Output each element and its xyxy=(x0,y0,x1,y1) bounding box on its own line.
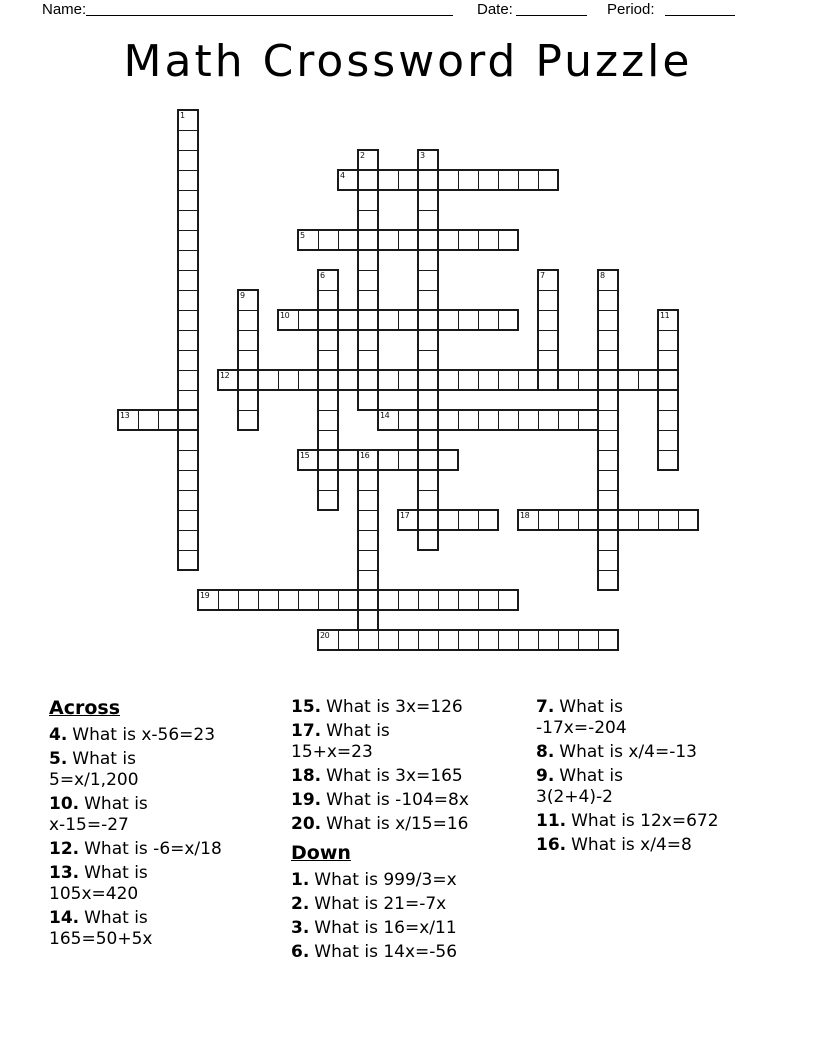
entry-5-across xyxy=(297,229,519,251)
cell-separator xyxy=(618,371,619,389)
cell-separator xyxy=(179,130,197,131)
cell-separator xyxy=(179,550,197,551)
cell-separator xyxy=(458,411,459,429)
cell-separator xyxy=(498,231,499,249)
cell-separator xyxy=(378,311,379,329)
cell-separator xyxy=(318,371,319,389)
cell-separator xyxy=(438,311,439,329)
cell-separator xyxy=(359,350,377,351)
cell-number-1: 1 xyxy=(180,111,185,120)
clue-across-15 xyxy=(291,697,533,718)
clue-number: 12. xyxy=(49,839,80,859)
entry-18-across xyxy=(517,509,699,531)
cell-separator xyxy=(418,231,419,249)
clue-text: What is -104=8x xyxy=(326,790,469,810)
cell-separator xyxy=(558,371,559,389)
cell-separator xyxy=(538,171,539,189)
cell-separator xyxy=(419,290,437,291)
cell-separator xyxy=(599,350,617,351)
cell-separator xyxy=(599,550,617,551)
cell-separator xyxy=(538,411,539,429)
cell-number-12: 12 xyxy=(220,371,230,380)
clue-text: 105x=420 xyxy=(49,884,139,904)
clue-number: 4. xyxy=(49,725,68,745)
cell-separator xyxy=(239,330,257,331)
cell-separator xyxy=(419,490,437,491)
clue-number: 5. xyxy=(49,749,68,769)
entry-3-down xyxy=(417,149,439,551)
cell-separator xyxy=(298,371,299,389)
cell-separator xyxy=(398,171,399,189)
cell-separator xyxy=(578,511,579,529)
cell-separator xyxy=(599,430,617,431)
cell-separator xyxy=(438,411,439,429)
cell-separator xyxy=(458,171,459,189)
cell-separator xyxy=(599,310,617,311)
cell-number-19: 19 xyxy=(200,591,210,600)
cell-separator xyxy=(179,330,197,331)
cell-separator xyxy=(359,550,377,551)
cell-separator xyxy=(418,371,419,389)
clue-text: 15+x=23 xyxy=(291,742,373,762)
clue-across-18 xyxy=(291,766,533,787)
clue-number: 6. xyxy=(291,942,310,962)
cell-separator xyxy=(358,631,359,649)
cell-separator xyxy=(278,371,279,389)
entry-17-across xyxy=(397,509,499,531)
cell-separator xyxy=(278,591,279,609)
cell-number-4: 4 xyxy=(340,171,345,180)
clue-number: 16. xyxy=(536,835,567,855)
cell-separator xyxy=(398,451,399,469)
down-header: Down xyxy=(291,842,351,864)
clue-text: What is 16=x/11 xyxy=(314,918,457,938)
date-blank-line xyxy=(516,15,587,16)
cell-separator xyxy=(179,530,197,531)
cell-separator xyxy=(498,171,499,189)
cell-separator xyxy=(478,631,479,649)
cell-separator xyxy=(498,371,499,389)
entry-8-down xyxy=(597,269,619,591)
cell-separator xyxy=(179,170,197,171)
clue-across-4 xyxy=(49,725,287,746)
cell-separator xyxy=(478,171,479,189)
cell-separator xyxy=(359,530,377,531)
clue-across-17 xyxy=(291,721,533,763)
clue-number: 7. xyxy=(536,697,555,717)
cell-separator xyxy=(338,591,339,609)
cell-separator xyxy=(438,591,439,609)
cell-separator xyxy=(419,350,437,351)
cell-separator xyxy=(318,231,319,249)
cell-separator xyxy=(179,310,197,311)
cell-separator xyxy=(158,411,159,429)
cell-separator xyxy=(179,190,197,191)
clue-across-14 xyxy=(49,908,287,950)
entry-20-across xyxy=(317,629,619,651)
clue-down-1 xyxy=(291,870,533,891)
cell-separator xyxy=(398,591,399,609)
cell-separator xyxy=(539,330,557,331)
cell-separator xyxy=(359,270,377,271)
cell-separator xyxy=(398,631,399,649)
clue-down-11 xyxy=(536,811,794,832)
clue-text: What is x/4=-13 xyxy=(559,742,697,762)
cell-separator xyxy=(418,631,419,649)
cell-separator xyxy=(538,371,539,389)
clue-number: 13. xyxy=(49,863,80,883)
cell-separator xyxy=(418,451,419,469)
cell-separator xyxy=(659,430,677,431)
cell-number-6: 6 xyxy=(320,271,325,280)
cell-number-7: 7 xyxy=(540,271,545,280)
clue-number: 14. xyxy=(49,908,80,928)
cell-number-20: 20 xyxy=(320,631,330,640)
cell-separator xyxy=(179,150,197,151)
entry-10-across xyxy=(277,309,519,331)
cell-separator xyxy=(179,370,197,371)
cell-separator xyxy=(658,511,659,529)
clue-across-13 xyxy=(49,863,287,905)
cell-separator xyxy=(179,490,197,491)
clue-number: 17. xyxy=(291,721,322,741)
clue-number: 8. xyxy=(536,742,555,762)
cell-separator xyxy=(598,631,599,649)
cell-separator xyxy=(538,631,539,649)
clue-text: What is xyxy=(84,908,148,928)
cell-separator xyxy=(418,411,419,429)
clue-text: What is x-56=23 xyxy=(72,725,216,745)
cell-separator xyxy=(599,490,617,491)
cell-separator xyxy=(319,350,337,351)
cell-separator xyxy=(358,231,359,249)
cell-separator xyxy=(418,311,419,329)
cell-separator xyxy=(518,371,519,389)
cell-separator xyxy=(438,451,439,469)
cell-separator xyxy=(319,430,337,431)
clue-down-3 xyxy=(291,918,533,939)
clue-number: 20. xyxy=(291,814,322,834)
cell-separator xyxy=(359,570,377,571)
cell-separator xyxy=(179,290,197,291)
cell-number-10: 10 xyxy=(280,311,290,320)
cell-separator xyxy=(298,311,299,329)
cell-separator xyxy=(179,230,197,231)
cell-separator xyxy=(498,631,499,649)
cell-separator xyxy=(658,371,659,389)
cell-separator xyxy=(359,490,377,491)
cell-separator xyxy=(539,310,557,311)
clue-across-12 xyxy=(49,839,287,860)
entry-1-down xyxy=(177,109,199,571)
clue-text: What is 21=-7x xyxy=(314,894,447,914)
clue-across-19 xyxy=(291,790,533,811)
clue-text: 165=50+5x xyxy=(49,929,153,949)
clue-text: What is xyxy=(559,766,623,786)
cell-separator xyxy=(498,411,499,429)
cell-separator xyxy=(378,371,379,389)
cell-separator xyxy=(478,311,479,329)
cell-separator xyxy=(538,511,539,529)
cell-number-14: 14 xyxy=(380,411,390,420)
cell-separator xyxy=(359,470,377,471)
clue-text: What is 12x=672 xyxy=(571,811,719,831)
clue-down-8 xyxy=(536,742,794,763)
cell-number-3: 3 xyxy=(420,151,425,160)
clue-number: 18. xyxy=(291,766,322,786)
entry-13-across xyxy=(117,409,199,431)
cell-separator xyxy=(598,511,599,529)
clue-number: 15. xyxy=(291,697,322,717)
entry-4-across xyxy=(337,169,559,191)
entry-14-across xyxy=(377,409,599,431)
cell-separator xyxy=(258,371,259,389)
clue-number: 10. xyxy=(49,794,80,814)
cell-separator xyxy=(599,570,617,571)
cell-separator xyxy=(418,591,419,609)
cell-separator xyxy=(498,311,499,329)
cell-separator xyxy=(359,210,377,211)
clue-text: x-15=-27 xyxy=(49,815,129,835)
cell-separator xyxy=(319,490,337,491)
cell-number-18: 18 xyxy=(520,511,530,520)
clue-text: What is -6=x/18 xyxy=(84,839,222,859)
entry-12-across xyxy=(217,369,679,391)
cell-separator xyxy=(239,410,257,411)
cell-separator xyxy=(458,511,459,529)
clue-text: What is 14x=-56 xyxy=(314,942,458,962)
clue-text: 3(2+4)-2 xyxy=(536,787,613,807)
clue-text: What is 3x=165 xyxy=(326,766,463,786)
cell-separator xyxy=(599,410,617,411)
name-label: Name: xyxy=(42,1,87,18)
cell-separator xyxy=(498,591,499,609)
period-label: Period: xyxy=(607,1,655,18)
cell-separator xyxy=(458,311,459,329)
clue-text: What is x/15=16 xyxy=(326,814,469,834)
cell-separator xyxy=(318,311,319,329)
clue-down-9 xyxy=(536,766,794,808)
clue-text: 5=x/1,200 xyxy=(49,770,139,790)
clue-across-10 xyxy=(49,794,287,836)
clue-column-1 xyxy=(49,697,287,953)
cell-separator xyxy=(238,371,239,389)
cell-separator xyxy=(438,171,439,189)
cell-separator xyxy=(179,470,197,471)
cell-separator xyxy=(179,270,197,271)
clue-text: What is 999/3=x xyxy=(314,870,457,890)
cell-separator xyxy=(438,511,439,529)
cell-separator xyxy=(179,350,197,351)
clue-text: What is xyxy=(84,863,148,883)
cell-separator xyxy=(378,171,379,189)
cell-separator xyxy=(518,631,519,649)
cell-separator xyxy=(338,371,339,389)
cell-number-5: 5 xyxy=(300,231,305,240)
cell-separator xyxy=(378,631,379,649)
cell-separator xyxy=(358,311,359,329)
cell-separator xyxy=(359,510,377,511)
cell-separator xyxy=(518,411,519,429)
cell-separator xyxy=(398,231,399,249)
cell-separator xyxy=(359,290,377,291)
cell-separator xyxy=(438,231,439,249)
cell-separator xyxy=(599,450,617,451)
cell-separator xyxy=(179,450,197,451)
cell-separator xyxy=(358,171,359,189)
clue-down-7 xyxy=(536,697,794,739)
cell-separator xyxy=(539,290,557,291)
clue-text: What is xyxy=(72,749,136,769)
clue-across-5 xyxy=(49,749,287,791)
cell-separator xyxy=(438,371,439,389)
cell-separator xyxy=(458,231,459,249)
cell-separator xyxy=(138,411,139,429)
clue-text: What is xyxy=(559,697,623,717)
cell-separator xyxy=(478,511,479,529)
cell-separator xyxy=(478,411,479,429)
cell-number-9: 9 xyxy=(240,291,245,300)
cell-separator xyxy=(418,511,419,529)
cell-separator xyxy=(558,511,559,529)
cell-number-2: 2 xyxy=(360,151,365,160)
cell-separator xyxy=(599,330,617,331)
entry-9-down xyxy=(237,289,259,431)
cell-separator xyxy=(478,371,479,389)
cell-separator xyxy=(218,591,219,609)
crossword-grid xyxy=(118,110,699,651)
cell-separator xyxy=(438,631,439,649)
cell-number-15: 15 xyxy=(300,451,310,460)
cell-separator xyxy=(659,450,677,451)
cell-separator xyxy=(338,311,339,329)
cell-separator xyxy=(378,231,379,249)
cell-separator xyxy=(239,310,257,311)
cell-separator xyxy=(398,411,399,429)
clue-number: 2. xyxy=(291,894,310,914)
cell-separator xyxy=(338,451,339,469)
clue-text: What is x/4=8 xyxy=(571,835,692,855)
entry-19-across xyxy=(197,589,519,611)
cell-separator xyxy=(319,410,337,411)
clue-across-20 xyxy=(291,814,533,835)
cell-separator xyxy=(638,511,639,529)
cell-number-17: 17 xyxy=(400,511,410,520)
cell-separator xyxy=(518,171,519,189)
clue-number: 1. xyxy=(291,870,310,890)
clue-number: 9. xyxy=(536,766,555,786)
cell-separator xyxy=(539,350,557,351)
cell-number-16: 16 xyxy=(360,451,370,460)
cell-number-8: 8 xyxy=(600,271,605,280)
cell-separator xyxy=(598,371,599,389)
cell-separator xyxy=(179,210,197,211)
cell-number-13: 13 xyxy=(120,411,130,420)
cell-separator xyxy=(458,591,459,609)
cell-separator xyxy=(419,270,437,271)
across-header: Across xyxy=(49,697,121,719)
cell-separator xyxy=(418,171,419,189)
clue-text: What is 3x=126 xyxy=(326,697,463,717)
cell-number-11: 11 xyxy=(660,311,670,320)
cell-separator xyxy=(599,470,617,471)
cell-separator xyxy=(319,290,337,291)
cell-separator xyxy=(478,231,479,249)
cell-separator xyxy=(258,591,259,609)
cell-separator xyxy=(179,390,197,391)
cell-separator xyxy=(318,451,319,469)
cell-separator xyxy=(659,350,677,351)
clue-column-3 xyxy=(536,697,794,859)
cell-separator xyxy=(239,350,257,351)
cell-separator xyxy=(578,631,579,649)
cell-separator xyxy=(659,330,677,331)
cell-separator xyxy=(599,290,617,291)
clue-down-16 xyxy=(536,835,794,856)
cell-separator xyxy=(458,631,459,649)
cell-separator xyxy=(179,510,197,511)
cell-separator xyxy=(659,410,677,411)
cell-separator xyxy=(638,371,639,389)
cell-separator xyxy=(458,371,459,389)
cell-separator xyxy=(558,411,559,429)
cell-separator xyxy=(419,210,437,211)
period-blank-line xyxy=(665,15,735,16)
clue-number: 3. xyxy=(291,918,310,938)
clue-number: 19. xyxy=(291,790,322,810)
cell-separator xyxy=(358,371,359,389)
name-blank-line xyxy=(86,15,453,16)
clue-down-2 xyxy=(291,894,533,915)
cell-separator xyxy=(678,511,679,529)
cell-separator xyxy=(179,250,197,251)
cell-separator xyxy=(578,371,579,389)
cell-separator xyxy=(398,311,399,329)
cell-separator xyxy=(578,411,579,429)
cell-separator xyxy=(618,511,619,529)
clue-column-2 xyxy=(291,697,533,966)
date-label: Date: xyxy=(477,1,513,18)
cell-separator xyxy=(238,591,239,609)
cell-separator xyxy=(318,591,319,609)
cell-separator xyxy=(178,411,179,429)
cell-separator xyxy=(558,631,559,649)
cell-separator xyxy=(378,591,379,609)
clue-number: 11. xyxy=(536,811,567,831)
page-title: Math Crossword Puzzle xyxy=(123,36,693,87)
clue-text: What is xyxy=(326,721,390,741)
cell-separator xyxy=(298,591,299,609)
clue-text: -17x=-204 xyxy=(536,718,627,738)
cell-separator xyxy=(358,591,359,609)
clue-text: What is xyxy=(84,794,148,814)
clue-down-6 xyxy=(291,942,533,963)
cell-separator xyxy=(398,371,399,389)
cell-separator xyxy=(338,631,339,649)
cell-separator xyxy=(338,231,339,249)
cell-separator xyxy=(478,591,479,609)
